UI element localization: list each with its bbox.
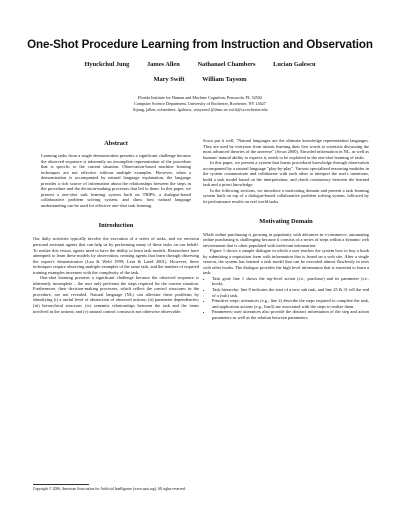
copyright-footnote: Copyright © 2006, American Association for Artificial Intelligence (www.aaai.org). All rights reserved.: [33, 487, 186, 491]
author-name: Hyuckchul Jung: [84, 61, 130, 68]
abstract-text: Learning tasks from a single demonstration presents a significant challenge because the observed sequence is inherently an incomplete representation of the procedure that is specific to the current situation. Observation-based machine learning techniques are not effective without multiple examples. However, when a demonstration is accompanied by natural language explanation, the language provides a rich source of information about the relationships between the steps in the procedure and the decision-making processes that led to them. In this paper, we present a one-shot task learning system built on TRIPS, a dialogue-based collaborative problem solving system, and show how natural language understanding can be used for effective one-shot task learning.: [41, 153, 191, 208]
authors-row-1: [0, 61, 400, 68]
task-info-list: [203, 276, 369, 320]
affiliation-1: Florida Institute for Human and Machine Cognition, Pensacola, FL 32502: [138, 95, 262, 100]
authors-row-2: [0, 76, 400, 83]
right-paragraph-3: In the following sections, we introduce a motivating domain and present a task learning system built on top of a dialogue-based collaborative problem solving system, followed by its performance results on real world tasks.: [203, 187, 369, 205]
footnote-rule: [33, 484, 89, 485]
author-name: Lucian Galescu: [273, 61, 316, 68]
motivating-domain-heading: Motivating Domain: [259, 217, 313, 225]
right-paragraph-2: In this paper, we present a system that learns procedural knowledge through observation accompanied by a natural language "play-by-play". Various specialized reasoning modules in the system communicate and collaborate with each other to interpret the user's intentions, build a task model based on the interpretation, and check consistency between the learned task and a priori knowledge.: [203, 160, 369, 188]
list-item: • Task goal: line 1 shows the top-level action (i.e., purchase) and its parameter (i.e., book).: [212, 276, 369, 287]
author-emails: {hjung, jallen, nchambers, lgalescu, wtaysom}@ihmc.us swift@cs.rochester.edu: [132, 107, 268, 112]
right-paragraph-1: Sowa put it well, "Natural languages are the ultimate knowledge representation languages. They are used by everyone from infants learning their first words to scientists discussing the most advanced theories of the universe" (Sowa 2000). Encoded information in NL, as well as humans' natural ability to express it, needs to be exploited in the one-shot learning of tasks.: [203, 138, 369, 160]
paper-title: One-Shot Procedure Learning from Instruction and Observation: [27, 38, 373, 51]
author-name: Mary Swift: [153, 76, 185, 83]
left-column: [33, 140, 199, 314]
right-column: [203, 138, 369, 320]
author-name: James Allen: [146, 61, 180, 68]
list-item: • Parameters: user utterances also provide the abstract information of the step and action parameters as well as the relation between parameters.: [212, 309, 369, 320]
list-item: • Primitive steps: utterances (e.g., line 2) describe the steps required to complete the task, and application actions (e.g., line3) are associated with the steps to realize them.: [212, 298, 369, 309]
intro-paragraph-1: Our daily activities typically involve the execution of a series of tasks, and we envision personal assistant agents that can help us by performing many of these tasks on our behalf. To realize this vision, agents need to have the ability to learn task models. Researchers have attempted to learn these models by observation, creating agents that learn through observing the expert's demonstration (Lau & Weld 1999; Lent & Laird 2001). However, these techniques require observing multiple examples of the same task, and the number of required training examples increases with the complexity of the task.: [33, 236, 199, 275]
affiliation-2: Computer Science Department, University of Rochester, Rochester, NY 14627: [134, 101, 266, 106]
motivating-paragraph-2: Figure 1 shows a sample dialogue in which a user teaches the system how to buy a book by submitting a requisition form with information that is found on a web site. After a single session, the system has learned a task model that can be executed almost flawlessly in tests with other books. The dialogue provides the high level information that is essential to learn a task:: [203, 248, 369, 276]
introduction-heading: Introduction: [98, 222, 134, 230]
motivating-paragraph-1: While online purchasing is growing in popularity with advances in e-commerce, automating online purchasing is challenging because it consists of a series of steps within a dynamic web environment that is often populated with irrelevant information.: [203, 231, 369, 248]
author-name: Nathanael Chambers: [197, 61, 256, 68]
list-item: • Task hierarchy: line 8 indicates the start of a new sub task, and line 25 & 31 tell the end of a (sub) task.: [212, 287, 369, 298]
intro-paragraph-2: One-shot learning presents a significant challenge because the observed sequence is inherently incomplete – the user only performs the steps required for the current situation. Furthermore, their decision-making processes, which reflect the control structures in the procedure, are not revealed. Natural language (NL) can alleviate these problems by identifying (i) a useful level of abstraction of observed actions; (ii) parameter dependencies; (iii) hierarchical structure; (iv) semantic relationships between the task and the items involved in the actions; and (v) natural control constructs not otherwise observable.: [33, 275, 199, 314]
abstract-heading: Abstract: [104, 140, 128, 147]
author-name: William Taysom: [202, 76, 247, 83]
